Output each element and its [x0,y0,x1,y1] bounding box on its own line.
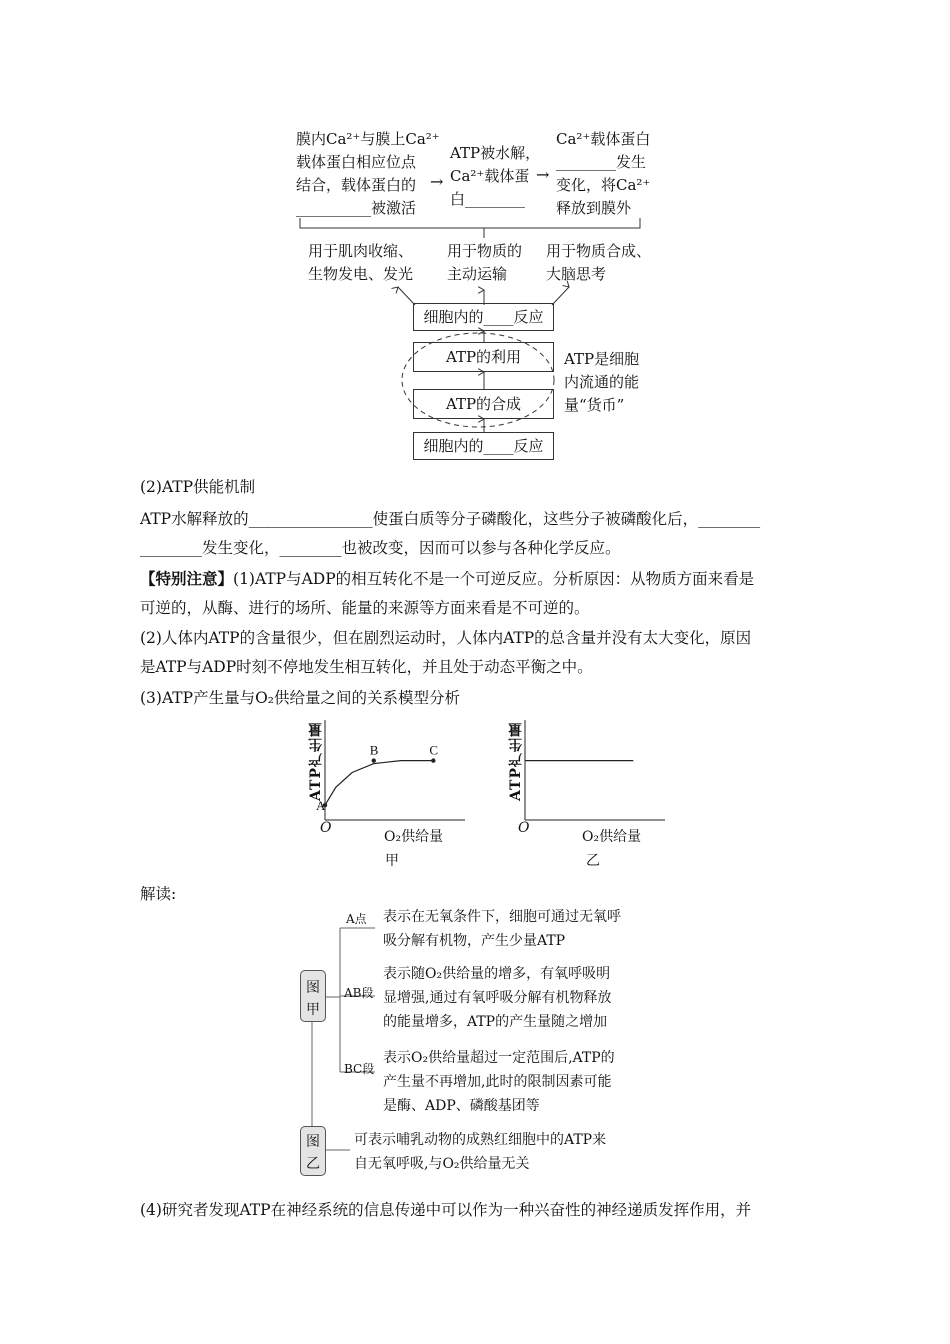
chart-jia-xlabel: O₂供给量 [384,829,444,845]
chart-jia-origin: O [320,820,332,836]
step3-text: Ca²⁺载体蛋白 ________发生 变化，将Ca²⁺ 释放到膜外 [556,130,651,217]
point-label: C [429,742,439,758]
mechanism-line-2: ________发生变化，________也被改变，因而可以参与各种化学反应。 [140,539,621,557]
ab-segment-text: 表示随O₂供给量的增多，有氧呼吸明 显增强,通过有氧呼吸分解有机物释放 的能量增多，ATP的产生量随之增加 [383,966,612,1030]
chart-jia-title: 甲 [385,853,399,869]
chart-jia-ylabel: ATP产生量 [308,722,324,802]
a-point-label: A点 [346,912,367,926]
arrow-icon: → [536,165,550,184]
currency-note: ATP是细胞 内流通的能 量“货币” [564,350,640,414]
chart-yi-title: 乙 [586,853,600,869]
reaction-box-top: 细胞内的____反应 [413,303,554,331]
chart-yi-origin: O [518,820,530,836]
chart-yi-xlabel: O₂供给量 [582,829,642,845]
yi-text: 可表示哺乳动物的成熟红细胞中的ATP来 自无氧呼吸,与O₂供给量无关 [354,1132,607,1172]
bc-segment-text: 表示O₂供给量超过一定范围后,ATP的 产生量不再增加,此时的限制因素可能 是酶、ADP、磷酸基团等 [383,1050,615,1114]
use-transport: 用于物质的 主动运输 [447,242,523,283]
use-muscle: 用于肌肉收缩、 生物发电、发光 [308,242,414,283]
jiedu-label: 解读: [140,885,177,903]
reaction-box-bottom: 细胞内的____反应 [413,432,554,460]
note2-line-2: 是ATP与ADP时刻不停地发生相互转化，并且处于动态平衡之中。 [140,658,593,676]
last-paragraph: (4)研究者发现ATP在神经系统的信息传递中可以作为一种兴奋性的神经递质发挥作用，并 [140,1201,752,1219]
figure-yi-label: 图 乙 [300,1126,326,1176]
note-text: (1)ATP与ADP的相互转化不是一个可逆反应。分析原因：从物质方面来看是 [233,570,755,588]
step2-text: ATP被水解， Ca²⁺载体蛋 白________ [450,144,541,208]
arrow-icon: → [430,172,444,191]
use-synthesis: 用于物质合成、 大脑思考 [546,242,652,283]
atp-synthesis-box: ATP的合成 [413,389,554,419]
note-line-2: 可逆的，从酶、进行的场所、能量的来源等方面来看是不可逆的。 [140,599,590,617]
point-label: B [369,742,379,758]
step1-text: 膜内Ca²⁺与膜上Ca²⁺ 载体蛋白相应位点 结合，载体蛋白的 __________被激活 [296,130,440,217]
mechanism-title: (2)ATP供能机制 [140,478,256,496]
atp-use-box: ATP的利用 [413,342,554,372]
note-label: 【特别注意】 [140,570,234,588]
figure-jia-label: 图 甲 [300,970,326,1022]
bc-segment-label: BC段 [344,1062,375,1076]
ab-segment-label: AB段 [344,986,374,1000]
note3-title: (3)ATP产生量与O₂供给量之间的关系模型分析 [140,689,460,707]
chart-yi-ylabel: ATP产生量 [508,722,524,802]
mechanism-line-1: ATP水解释放的________________使蛋白质等分子磷酸化，这些分子被磷酸化后，________ [140,510,761,528]
point-label: A [316,798,326,814]
a-point-text: 表示在无氧条件下，细胞可通过无氧呼 吸分解有机物，产生少量ATP [383,909,621,949]
note2-line-1: (2)人体内ATP的含量很少，但在剧烈运动时，人体内ATP的总含量并没有太大变化，原因 [140,629,752,647]
